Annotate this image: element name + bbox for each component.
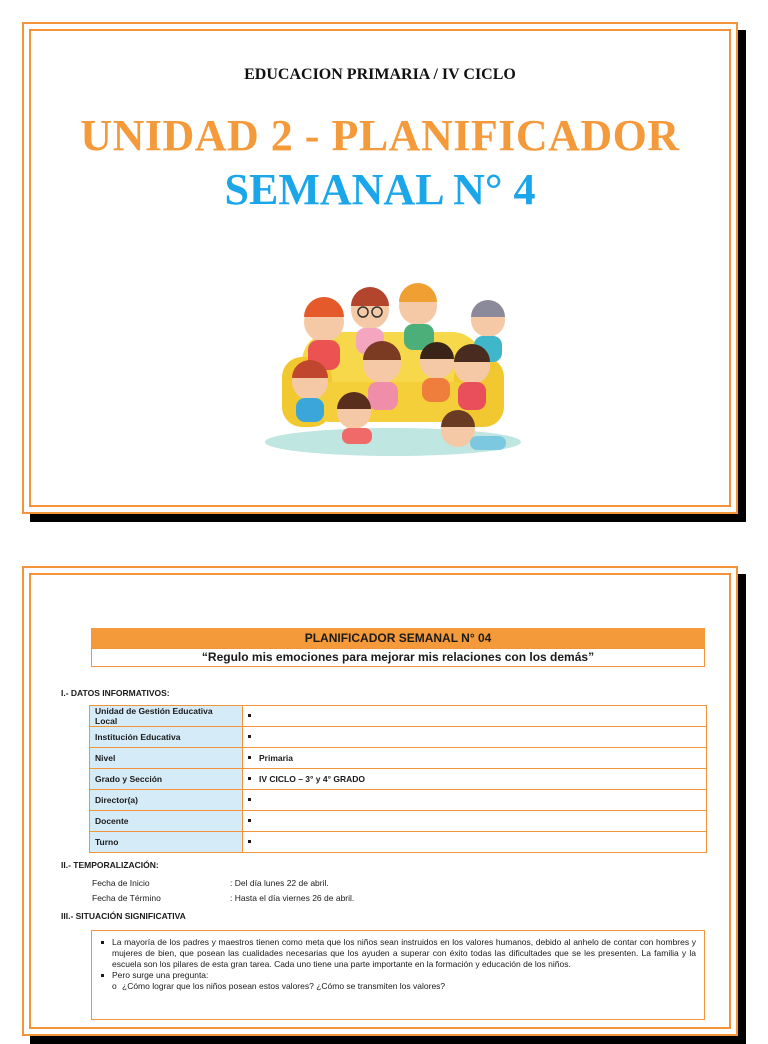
list-item: Pero surge una pregunta:: [112, 970, 696, 981]
cover-title-line1: UNIDAD 2 - PLANIFICADOR: [80, 111, 680, 160]
info-table: [89, 705, 707, 853]
info-value: IV CICLO – 3° y 4° GRADO: [243, 769, 707, 790]
cover-page: [22, 22, 738, 514]
sub-bullet-marker: o: [112, 981, 117, 991]
planner-header: PLANIFICADOR SEMANAL N° 04: [91, 628, 705, 648]
table-row: [90, 811, 707, 832]
bullet-icon: [248, 798, 251, 801]
fecha-termino-label: Fecha de Término: [92, 893, 161, 903]
fecha-inicio-label: Fecha de Inicio: [92, 878, 150, 888]
sub-list-item: [100, 981, 696, 992]
table-row: [90, 790, 707, 811]
fecha-termino-value: : Hasta el día viernes 26 de abril.: [230, 893, 355, 903]
section-datos-informativos: I.- DATOS INFORMATIVOS:: [61, 688, 170, 698]
bullet-icon: [248, 735, 251, 738]
info-label: Turno: [90, 832, 243, 853]
info-value: [243, 706, 707, 727]
cover-kicker: EDUCACION PRIMARIA / IV CICLO: [244, 66, 516, 83]
sub-item-text: ¿Cómo lograr que los niños posean estos valores? ¿Cómo se transmiten los valores?: [122, 981, 446, 991]
info-label: Nivel: [90, 748, 243, 769]
info-label: Unidad de Gestión Educativa Local: [90, 706, 243, 727]
cover-title-line2: SEMANAL N° 4: [224, 165, 536, 214]
situacion-box: [91, 930, 705, 1020]
bullet-icon: [248, 756, 251, 759]
info-value: [243, 727, 707, 748]
table-row: [90, 832, 707, 853]
children-on-sofa-illustration: [262, 262, 524, 462]
info-value: Primaria: [243, 748, 707, 769]
fecha-inicio-value: : Del día lunes 22 de abril.: [230, 878, 329, 888]
info-label: Grado y Sección: [90, 769, 243, 790]
bullet-icon: [248, 714, 251, 717]
info-value: [243, 832, 707, 853]
section-situacion-significativa: III.- SITUACIÓN SIGNIFICATIVA: [61, 911, 186, 921]
planner-page: [22, 566, 738, 1036]
info-label: Director(a): [90, 790, 243, 811]
info-value: [243, 811, 707, 832]
planner-subtitle: “Regulo mis emociones para mejorar mis relaciones con los demás”: [91, 648, 705, 667]
list-item: La mayoría de los padres y maestros tienen como meta que los niños sean instruidos en los valores humanos, debido al anhelo de contar con hombres y mujeres de bien, que posean las cualidades necesarias que los ayuden a superar con éxito todas las dificultades que se les presenten. La familia y la escuela son los pilares de esta gran tarea. Cada uno tiene una parte importante en la formación y educación de los niños.: [112, 937, 696, 969]
info-label: Institución Educativa: [90, 727, 243, 748]
bullet-icon: [248, 840, 251, 843]
table-row: [90, 706, 707, 727]
table-row: [90, 748, 707, 769]
table-row: [90, 727, 707, 748]
section-temporalizacion: II.- TEMPORALIZACIÓN:: [61, 860, 159, 870]
bullet-icon: [248, 819, 251, 822]
bullet-icon: [248, 777, 251, 780]
info-label: Docente: [90, 811, 243, 832]
table-row: [90, 769, 707, 790]
info-value: [243, 790, 707, 811]
